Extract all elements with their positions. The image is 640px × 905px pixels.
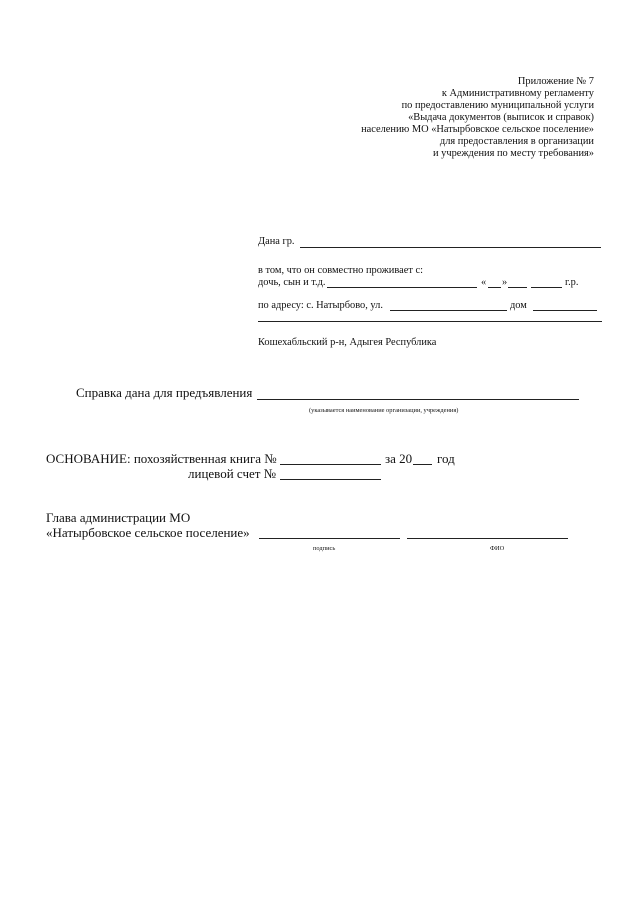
issued-to-label: Дана гр. bbox=[258, 236, 295, 247]
year-suffix: г.р. bbox=[565, 277, 579, 288]
basis-label: ОСНОВАНИЕ: похозяйственная книга № bbox=[46, 451, 277, 466]
house-field[interactable] bbox=[533, 310, 597, 311]
header-line-1: Приложение № 7 bbox=[517, 76, 594, 87]
basis-year-field[interactable] bbox=[413, 464, 432, 465]
basis-year-prefix: за 20 bbox=[385, 451, 413, 466]
basis-year-word: год bbox=[437, 451, 455, 466]
address-label: по адресу: с. Натырбово, ул. bbox=[258, 300, 383, 311]
birth-year-field[interactable] bbox=[531, 287, 562, 288]
full-name-field[interactable] bbox=[407, 538, 568, 539]
account-label: лицевой счет № bbox=[188, 466, 277, 481]
head-title-line-1: Глава администрации МО bbox=[46, 510, 191, 525]
header-line-7: и учреждения по месту требования» bbox=[432, 148, 594, 159]
header-line-4: «Выдача документов (выписок и справок) bbox=[408, 112, 594, 123]
presentation-field[interactable] bbox=[257, 399, 579, 400]
presentation-hint: (указывается наименование организации, учреждения) bbox=[309, 407, 459, 414]
relations-label: дочь, сын и т.д. bbox=[258, 277, 326, 288]
date-quote-open: « bbox=[481, 277, 487, 288]
header-line-2: к Административному регламенту bbox=[441, 88, 594, 99]
header-line-3: по предоставлению муниципальной услуги bbox=[401, 100, 594, 111]
full-name-caption: ФИО bbox=[490, 545, 505, 552]
signature-caption: подпись bbox=[313, 545, 336, 552]
header-line-5: населению МО «Натырбовское сельское поселение» bbox=[361, 124, 594, 135]
issued-to-field[interactable] bbox=[300, 247, 601, 248]
region-text: Кошехабльский р-н, Адыгея Республика bbox=[258, 337, 437, 348]
cohabit-text: в том, что он совместно проживает с: bbox=[258, 265, 424, 276]
head-title-line-2: «Натырбовское сельское поселение» bbox=[46, 525, 250, 540]
header-line-6: для предоставления в организации bbox=[439, 136, 594, 147]
house-label: дом bbox=[510, 300, 527, 311]
street-field[interactable] bbox=[390, 310, 507, 311]
birth-month-field[interactable] bbox=[508, 287, 527, 288]
date-quote-close: » bbox=[502, 277, 508, 288]
presentation-label: Справка дана для предъявления bbox=[76, 385, 253, 400]
address-extra-field[interactable] bbox=[258, 321, 602, 322]
relations-field[interactable] bbox=[327, 287, 477, 288]
book-number-field[interactable] bbox=[280, 464, 381, 465]
signature-field[interactable] bbox=[259, 538, 400, 539]
account-field[interactable] bbox=[280, 479, 381, 480]
birth-day-field[interactable] bbox=[488, 287, 501, 288]
